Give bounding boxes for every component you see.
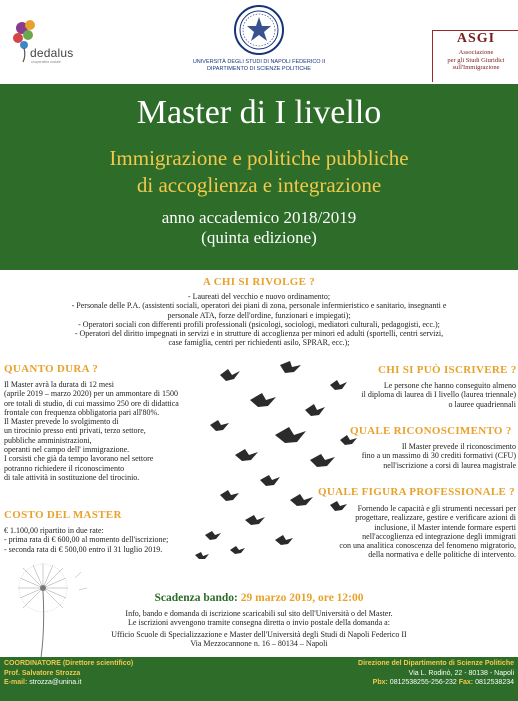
coordinator-title: COORDINATORE (Direttore scientifico) — [4, 660, 134, 667]
asgi-word: ASGI — [456, 31, 496, 46]
a-chi-line: personale ATA, forze dell'ordine, funzionari e impiegati); — [167, 310, 351, 320]
costo-line: € 1.100,00 ripartito in due rate: — [4, 526, 104, 535]
a-chi-line: - Operatori del diritto impegnati in servizi e in strutture di accoglienza per minori ed adulti (sportelli, centri servizi, — [74, 329, 444, 339]
quanto-line: (aprile 2019 – marzo 2020) per un ammontare di 1500 — [4, 389, 178, 399]
chi-puo-line: Le persone che hanno conseguito almeno — [383, 381, 516, 390]
quale-fig-heading: QUALE FIGURA PROFESSIONALE ? — [318, 486, 515, 498]
title-banner — [0, 84, 518, 270]
quanto-line: Il Master avrà la durata di 12 mesi — [4, 380, 114, 389]
chi-puo-line: o lauree quadriennali — [448, 399, 516, 409]
coordinator-email-link[interactable]: strozza@unina.it — [29, 679, 82, 686]
quanto-heading: QUANTO DURA ? — [4, 363, 99, 375]
a-chi-line: - Laureati del vecchio e nuovo ordinamento; — [187, 292, 331, 301]
quanto-line: operanti nel campo dell' immigrazione. — [4, 445, 130, 455]
coordinator-name: Prof. Salvatore Strozza — [4, 669, 81, 677]
academic-year: anno accademico 2018/2019 — [161, 208, 357, 227]
pbx-number: 0812538255-256-232 — [389, 679, 457, 686]
university-name — [150, 59, 368, 73]
costo-line: - prima rata di € 600,00 al momento dell'iscrizione; — [4, 535, 169, 545]
info-line: Via Mezzocannone n. 16 – 80134 – Napoli — [190, 638, 328, 648]
info-line: Ufficio Scuole di Specializzazione e Master dell'Università degli Studi di Napoli Federico II — [111, 629, 407, 639]
quale-fig-line: nell'accoglienza ed integrazione degli immigrati — [362, 531, 516, 541]
quale-fig-line: inclusione, il Master intende formare esperti — [374, 522, 516, 532]
asgi-sub-3: sull'Immigrazione — [452, 64, 500, 71]
quanto-line: un tirocinio presso enti privati, terzo settore, — [4, 426, 146, 436]
chi-puo-heading: CHI SI PUÒ ISCRIVERE ? — [378, 364, 517, 376]
deadline-date: 29 marzo 2019, ore 12:00 — [240, 592, 364, 604]
a-chi-line: - Personale delle P.A. (assistenti sociali, operatori dei piani di zona, personale infermieristico e sanitario, insegnanti e — [71, 301, 447, 311]
quale-fig-line: progettare, realizzare, gestire e verificare azioni di — [355, 513, 516, 523]
quale-ric-text — [362, 442, 516, 470]
info-line: Le iscrizioni avvengono tramite consegna diretta o invio postale della domanda a: — [128, 618, 390, 628]
coordinator-email-row — [4, 678, 133, 688]
costo-line: - seconda rata di € 500,00 entro il 31 luglio 2019. — [4, 544, 163, 554]
quale-ric-line: Il Master prevede il riconoscimento — [401, 442, 516, 451]
email-label: E-mail: — [4, 679, 28, 686]
quanto-line: Il Master prevede lo svolgimento di — [4, 417, 119, 427]
footer — [0, 657, 518, 701]
page-title: Master di I livello — [136, 94, 382, 131]
a-chi-heading: A CHI SI RIVOLGE ? — [202, 276, 316, 288]
asgi-sub-1: Associazione — [458, 49, 494, 56]
university-line: UNIVERSITÀ DEGLI STUDI DI NAPOLI FEDERICO II — [192, 59, 326, 65]
flying-birds-illustration — [190, 355, 370, 565]
a-chi-line: case famiglia, centri per richiedenti asilo, SPRAR, ecc.); — [168, 338, 350, 348]
quanto-text — [4, 380, 179, 482]
department-address: Via L. Rodinò, 22 - 80138 - Napoli — [408, 669, 514, 677]
chi-puo-text — [361, 381, 516, 409]
department-info — [358, 659, 514, 688]
a-chi-line: - Operatori sociali con differenti profili professionali (psicologi, sociologi, mediatori culturali, pedagogisti, ecc.); — [78, 319, 440, 329]
a-chi-text — [0, 292, 518, 348]
deadline-label: Scadenza bando: — [154, 592, 238, 604]
department-line: DIPARTIMENTO DI SCIENZE POLITICHE — [207, 66, 311, 72]
chi-puo-line: il diploma di laurea di I livello (laurea triennale) — [361, 390, 516, 400]
dedalus-name: dedalus — [30, 46, 74, 60]
quanto-line: I corsisti che già da tempo lavorano nel settore — [4, 454, 154, 464]
quale-ric-line: nell'iscrizione a corsi di laurea magistrale — [383, 460, 516, 470]
dedalus-subtitle: cooperativa sociale — [31, 60, 61, 64]
quale-ric-heading: QUALE RICONOSCIMENTO ? — [350, 425, 512, 437]
asgi-subtitle — [433, 49, 518, 72]
coordinator-info — [4, 659, 133, 688]
asgi-sub-2: per gli Studi Giuridici — [447, 56, 505, 64]
quanto-line: frontale con frequenza obbligatoria pari all'80%. — [4, 407, 160, 417]
pbx-label: Pbx: — [372, 679, 388, 686]
quanto-line: di tale attività in sostituzione del tirocinio. — [4, 472, 140, 482]
costo-text — [4, 526, 168, 554]
deadline — [0, 592, 518, 604]
subtitle-line-2: di accoglienza e integrazione — [136, 173, 382, 197]
edition: (quinta edizione) — [201, 228, 317, 247]
department-phone-row — [358, 678, 514, 688]
subtitle-line-1: Immigrazione e politiche pubbliche — [109, 146, 409, 170]
header — [0, 0, 518, 84]
costo-heading: COSTO DEL MASTER — [4, 509, 122, 521]
quale-fig-line: della normativa e delle politiche di intervento. — [368, 550, 516, 560]
fax-label: Fax: — [458, 679, 474, 686]
quanto-line: potranno richiedere il riconoscimento — [4, 463, 125, 473]
quale-ric-line: fino a un massimo di 30 crediti formativi (CFU) — [361, 451, 516, 461]
quanto-line: ore totali di studio, di cui massimo 250 ore di didattica — [4, 398, 179, 408]
fax-number: 0812538234 — [475, 679, 514, 686]
asgi-logo — [432, 30, 518, 82]
quanto-line: pubbliche amministrazioni, — [4, 435, 92, 445]
quale-fig-line: Fornendo le capacità e gli strumenti necessari per — [357, 504, 516, 513]
department-title: Direzione del Dipartimento di Scienze Politiche — [358, 660, 514, 667]
info-text — [0, 609, 518, 648]
university-seal-icon — [233, 4, 285, 56]
info-line: Info, bando e domanda di iscrizione scaricabili sul sito dell'Università o del Master. — [125, 609, 393, 618]
quale-fig-line: con una analitica conoscenza del fenomeno migratorio, — [339, 541, 516, 551]
